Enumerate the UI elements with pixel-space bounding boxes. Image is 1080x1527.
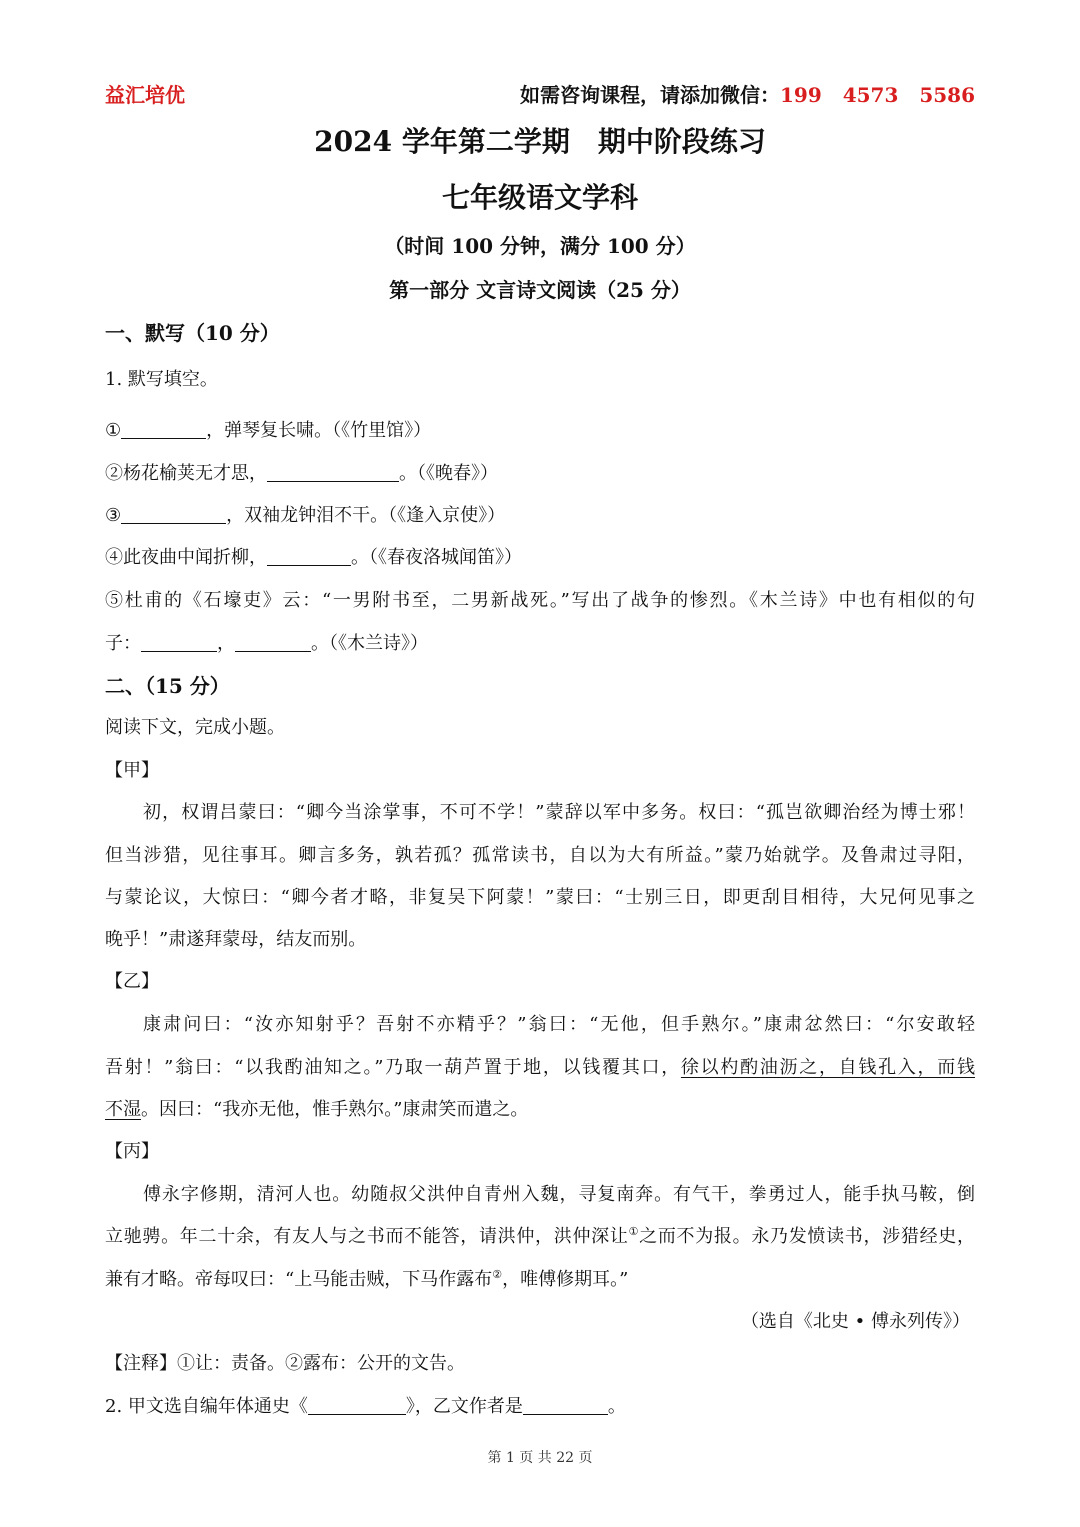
passage-label-bing: 【丙】 (105, 1141, 159, 1162)
question1-prompt: 1. 默写填空。 (105, 369, 218, 390)
exam-info: （时间 100 分钟，满分 100 分） (384, 234, 696, 258)
answer-blank (121, 420, 206, 439)
answer-blank (141, 633, 217, 652)
answer-blank (267, 547, 351, 566)
item-text-middle: ， (217, 633, 235, 654)
passage-bing-line (105, 1259, 975, 1301)
wechat-number: 199 4573 5586 (779, 83, 975, 107)
answer-blank (121, 505, 226, 524)
question-text-after: 。 (607, 1396, 626, 1417)
item-text-after: 。（《春夜洛城闻笛》） (351, 547, 522, 568)
item-text-before: ②杨花榆荚无才思， (105, 463, 267, 484)
question-text-before: 2. 甲文选自编年体通史《 (105, 1396, 308, 1417)
item-text-after: ，双袖龙钟泪不干。（《逢入京使》） (226, 505, 506, 526)
passage-text: 。因曰：“我亦无他，惟手熟尔。”康肃笑而遣之。 (141, 1099, 529, 1120)
question-text-middle: 》，乙文作者是 (405, 1396, 523, 1417)
passage-bing-line: 傅永字修期，清河人也。幼随叔父洪仲自青州入魏，寻复南奔。有气干，拳勇过人，能手执马鞍，倒 (143, 1184, 975, 1205)
answer-blank (267, 463, 399, 482)
passage-yi-line: 康肃问曰：“汝亦知射乎？吾射不亦精乎？”翁曰：“无他，但手熟尔。”康肃忿然曰：“尔安敢轻 (143, 1014, 975, 1035)
passage-text: 兼有才略。帝每叹曰：“上马能击贼，下马作露布 (105, 1269, 493, 1290)
item-text-before: ③ (105, 505, 122, 526)
passage-text: 吾射！”翁曰：“以我酌油知之。”乃取一葫芦置于地，以钱覆其口， (105, 1057, 681, 1078)
brand-name: 益汇培优 (105, 83, 185, 107)
underlined-sentence: 不湿 (105, 1099, 141, 1120)
footnote-ref: ② (492, 1268, 503, 1281)
reading-instruction: 阅读下文，完成小题。 (105, 717, 285, 738)
passage-jia-line: 晚乎！”肃遂拜蒙母，结友而别。 (105, 929, 367, 950)
dictation-item-5-line1: ⑤杜甫的《石壕吏》云：“一男附书至，二男新战死。”写出了战争的惨烈。《木兰诗》中也有相似的句 (105, 590, 975, 611)
passage-bing-line (105, 1216, 975, 1258)
passage-jia-line: 但当涉猎，见往事耳。卿言多务，孰若孤？孤常读书，自以为大有所益。”蒙乃始就学。及鲁肃过寻阳， (105, 845, 975, 866)
item-text-before: ① (105, 420, 122, 441)
answer-blank (523, 1396, 608, 1415)
question2 (105, 1386, 975, 1428)
dictation-item-5-line2 (105, 623, 975, 665)
item-text-after: 。（《木兰诗》） (311, 633, 428, 654)
item-text-before: ④此夜曲中闻折柳， (105, 547, 267, 568)
answer-blank (235, 633, 311, 652)
passage-source: （选自《北史 • 傅永列传》） (740, 1311, 970, 1332)
passage-yi-line (105, 1047, 975, 1089)
passage-jia-line: 初，权谓吕蒙曰：“卿今当涂掌事，不可不学！”蒙辞以军中多务。权曰：“孤岂欲卿治经为博士邪！ (143, 802, 975, 823)
section2-heading: 二、（15 分） (105, 674, 230, 698)
passage-yi-line (105, 1089, 975, 1131)
contact-info (520, 74, 975, 116)
passage-text: ，唯傅修期耳。” (502, 1269, 629, 1290)
section1-heading: 一、默写（10 分） (105, 321, 280, 345)
passage-text: 之而不为报。永乃发愤读书，涉猎经史， (639, 1226, 975, 1247)
footnote-ref: ① (628, 1225, 640, 1238)
dictation-item-2 (105, 453, 975, 495)
passage-label-jia: 【甲】 (105, 760, 159, 781)
item-text-after: 。（《晚春》） (399, 463, 498, 484)
dictation-item-4 (105, 537, 975, 579)
exam-subtitle: 七年级语文学科 (441, 181, 638, 214)
annotation-notes: 【注释】①让：责备。②露布：公开的文告。 (105, 1353, 465, 1374)
contact-label: 如需咨询课程，请添加微信： (519, 83, 780, 107)
underlined-sentence: 徐以杓酌油沥之，自钱孔入，而钱 (680, 1057, 975, 1078)
passage-text: 立驰骋。年二十余，有友人与之书而不能答，请洪仲，洪仲深让 (105, 1226, 629, 1247)
dictation-item-1 (105, 410, 975, 452)
answer-blank (308, 1396, 406, 1415)
dictation-item-3 (105, 495, 975, 537)
passage-jia-line: 与蒙论议，大惊曰：“卿今者才略，非复吴下阿蒙！”蒙曰：“士别三日，即更刮目相待，大兄何见事之 (105, 887, 975, 908)
page-number: 第 1 页 共 22 页 (487, 1450, 593, 1466)
item-text-before: 子： (105, 633, 141, 654)
exam-title: 2024 学年第二学期 期中阶段练习 (314, 125, 766, 158)
passage-label-yi: 【乙】 (105, 971, 159, 992)
item-text-after: ，弹琴复长啸。（《竹里馆》） (206, 420, 432, 441)
part-title: 第一部分 文言诗文阅读（25 分） (389, 278, 691, 302)
